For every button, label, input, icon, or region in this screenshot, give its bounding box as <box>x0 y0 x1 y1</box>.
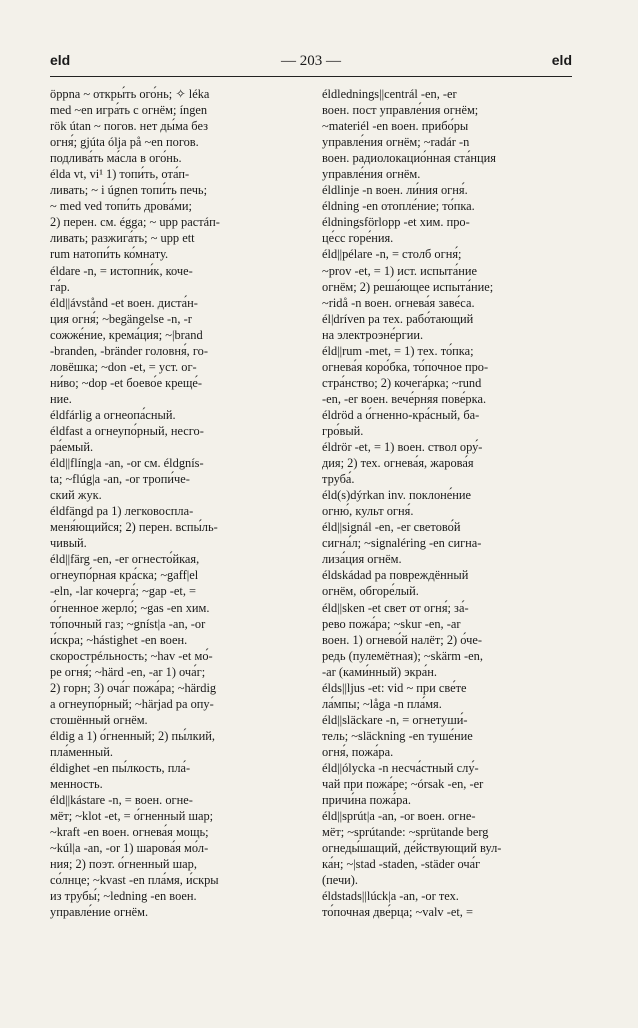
text-line: огнева́я коро́бка, то́почное про- <box>322 359 489 374</box>
text-line: ни́во; ~dop -et боево́е креще́- <box>50 375 203 390</box>
text-line: тель; ~släckning -en туше́ние <box>322 728 473 743</box>
text-line: éldningsförlopp -et хим. про- <box>322 215 470 230</box>
text-line: éldröd a о́гненно-кра́сный, ба- <box>322 407 480 422</box>
text-line: ре огня́; ~härd -en, -ar 1) оча́г; <box>50 664 206 679</box>
text-line: ~prov -et, = 1) ист. испыта́ние <box>322 263 478 278</box>
text-line: ка́н; ~|stad -staden, -städer оча́г <box>322 857 481 872</box>
text-line: éldlinje -n воен. ли́ния огня́. <box>322 183 468 198</box>
text-line: рево пожа́ра; ~skur -en, -ar <box>322 616 461 631</box>
text-line: ния; 2) поэт. о́гненный шар, <box>50 857 197 872</box>
text-line: стра́нство; 2) кочега́рка; ~rund <box>322 375 482 390</box>
text-line: огня́, пожа́ра. <box>322 744 394 759</box>
text-line: éld||rum -met, = 1) тех. то́пка; <box>322 343 474 358</box>
text-line: то́почная две́рца; ~valv -et, = <box>322 905 473 920</box>
text-line: менность. <box>50 777 103 792</box>
text-line: огню́, культ огня́. <box>322 504 414 519</box>
text-line: огнеды́шащий, де́йствующий вул- <box>322 841 502 856</box>
text-line: га́р. <box>50 279 70 294</box>
text-line: éldskádad pa повреждённый <box>322 568 469 583</box>
text-line: то́почный газ; ~gníst|a -an, -or <box>50 616 206 631</box>
text-line: управле́ние огнём. <box>50 905 149 920</box>
text-line: огня́; gjúta ólja på ~en погов. <box>50 135 199 150</box>
text-line: воен. 1) огнево́й налёт; 2) о́че- <box>322 632 482 647</box>
text-line: éld||ávstånd -et воен. диста́н- <box>50 295 198 310</box>
text-line: -en, -er воен. вече́рняя пове́рка. <box>322 391 487 406</box>
text-line: стошённый огнём. <box>50 712 148 727</box>
left-column <box>50 86 296 920</box>
text-line: éld||ólycka -n несча́стный слу́- <box>322 760 479 775</box>
text-line: éld||sprút|a -an, -or воен. огне- <box>322 809 476 824</box>
text-line: це́сс горе́ния. <box>322 231 394 246</box>
text-line: éldfast a огнеупо́рный, несго- <box>50 423 204 438</box>
text-line: öppna ~ откры́ть ого́нь; ✧ léka <box>50 87 210 101</box>
header-right-guide-word: eld <box>551 52 572 68</box>
text-line: ла́мпы; ~låga -n пла́мя. <box>322 696 442 711</box>
text-line: дия; 2) тех. огнева́я, жарова́я <box>322 456 474 471</box>
page-header <box>50 52 572 72</box>
text-line: ~kraft -en воен. огнева́я мощь; <box>50 825 209 840</box>
text-line: éld||kástare -n, = воен. огне- <box>50 793 193 808</box>
text-line: ~materiél -en воен. прибо́ры <box>322 119 469 134</box>
text-line: пла́менный. <box>50 744 113 759</box>
text-line: сигна́л; ~signaléring -en сигна- <box>322 536 482 551</box>
text-line: -ar (ками́нный) экра́н. <box>322 664 437 679</box>
text-line: скорострéльность; ~hav -et мо́- <box>50 648 213 663</box>
text-line: подлива́ть ма́сла в ого́нь. <box>50 151 182 166</box>
text-line: éld||släckare -n, = огнетуши́- <box>322 712 468 727</box>
text-line: éld(s)dýrkan inv. поклоне́ние <box>322 488 472 503</box>
text-line: rök útan ~ погов. нет ды́ма без <box>50 119 208 134</box>
text-line: élda vt, vi¹ 1) топи́ть, ота́п- <box>50 167 190 182</box>
text-line: él|dríven pa тех. рабо́тающий <box>322 311 474 326</box>
text-line: ловёшка; ~don -et, = уст. ог- <box>50 359 197 374</box>
text-line: гро́вый. <box>322 423 364 438</box>
text-line: воен. пост управле́ния огнём; <box>322 103 479 118</box>
text-line: éldning -en отопле́ние; то́пка. <box>322 199 475 214</box>
text-line: огнеупо́рная кра́ска; ~gaff|el <box>50 568 199 583</box>
text-line: чивый. <box>50 536 87 551</box>
text-line: ta; ~flúg|a -an, -or тропи́че- <box>50 472 190 487</box>
text-line: éld||signál -en, -er светово́й <box>322 520 461 535</box>
text-line: (печи). <box>322 873 359 888</box>
text-line: меня́ющийся; 2) перен. вспы́ль- <box>50 520 218 535</box>
text-line: чай при пожа́ре; ~órsak -en, -er <box>322 777 484 792</box>
text-line: éldlednings||centrál -en, -er <box>322 87 457 101</box>
text-line: 2) перен. см. égga; ~ upp растáп- <box>50 215 220 230</box>
text-line: ние. <box>50 391 72 406</box>
text-line: управле́ния огнём; ~radár -n <box>322 135 470 150</box>
text-line: med ~en игра́ть с огнём; íngen <box>50 103 208 118</box>
text-line: управле́ния огнём. <box>322 167 421 182</box>
text-line: -branden, -bränder головня́, го- <box>50 343 208 358</box>
text-line: rum натопи́ть ко́мнату. <box>50 247 169 262</box>
text-line: мёт; ~sprútande: ~sprütande berg <box>322 825 489 840</box>
text-line: éld||pélare -n, = столб огня́; <box>322 247 462 262</box>
text-line: труба́. <box>322 472 355 487</box>
text-line: éld||färg -en, -er огнесто́йкая, <box>50 552 200 567</box>
text-line: ский жук. <box>50 488 102 503</box>
text-line: причи́на пожа́ра. <box>322 793 411 808</box>
text-line: -eln, -lar кочерга́; ~gap -et, = <box>50 584 197 599</box>
text-line: a огнеупо́рный; ~härjad pa опу- <box>50 696 214 711</box>
header-rule <box>50 76 572 77</box>
text-line: ция огня́; ~begängelse -n, -r <box>50 311 192 326</box>
text-line: ~ med ved топи́ть дрова́ми; <box>50 199 192 214</box>
text-line: éld||flíng|a -an, -or см. éldgnís- <box>50 456 204 471</box>
text-line: ливать; разжига́ть; ~ upp ett <box>50 231 195 246</box>
text-line: ~kúl|a -an, -or 1) шарова́я мо́л- <box>50 841 209 856</box>
text-line: éldstads||lúck|a -an, -or тех. <box>322 889 459 904</box>
text-line: éld||sken -et свет от огня́; за́- <box>322 600 469 615</box>
header-left-guide-word: eld <box>50 52 71 68</box>
text-line: воен. радиолокацио́нная ста́нция <box>322 151 496 166</box>
text-line: ~ridå -n воен. огнева́я заве́са. <box>322 295 475 310</box>
text-line: мёт; ~klot -et, = о́гненный шар; <box>50 809 214 824</box>
text-line: ливать; ~ i úgnen топи́ть печь; <box>50 183 208 198</box>
page-number: — 203 — <box>281 53 341 69</box>
text-line: éldare -n, = истопни́к, коче- <box>50 263 193 278</box>
text-line: о́гненное жерло́; ~gas -en хим. <box>50 600 210 615</box>
text-line: éldig a 1) о́гненный; 2) пы́лкий, <box>50 728 215 743</box>
text-line: огнём; 2) реша́ющее испыта́ние; <box>322 279 494 294</box>
text-line: на электроэне́ргии. <box>322 327 424 342</box>
text-line: éldfängd pa 1) легковоспла- <box>50 504 194 519</box>
text-line: и́скра; ~hástighet -en воен. <box>50 632 188 647</box>
text-line: éldighet -en пы́лкость, пла́- <box>50 760 191 775</box>
text-line: огнём, обгоре́лый. <box>322 584 419 599</box>
text-line: редь (пулемётная); ~skärm -en, <box>322 648 483 663</box>
text-line: éldfárlig a огнеопа́сный. <box>50 407 176 422</box>
text-line: со́лнце; ~kvast -en пла́мя, и́скры <box>50 873 219 888</box>
text-line: сожже́ние, крема́ция; ~|brand <box>50 327 203 342</box>
text-line: ра́емый. <box>50 440 94 455</box>
text-line: élds||ljus -et: vid ~ при све́те <box>322 680 467 695</box>
text-line: из трубы́; ~ledning -en воен. <box>50 889 197 904</box>
text-line: лиза́ция огнём. <box>322 552 402 567</box>
text-line: 2) горн; 3) оча́г пожа́ра; ~härdig <box>50 680 217 695</box>
right-column <box>322 86 568 920</box>
text-line: éldrör -et, = 1) воен. ствол ору́- <box>322 440 483 455</box>
